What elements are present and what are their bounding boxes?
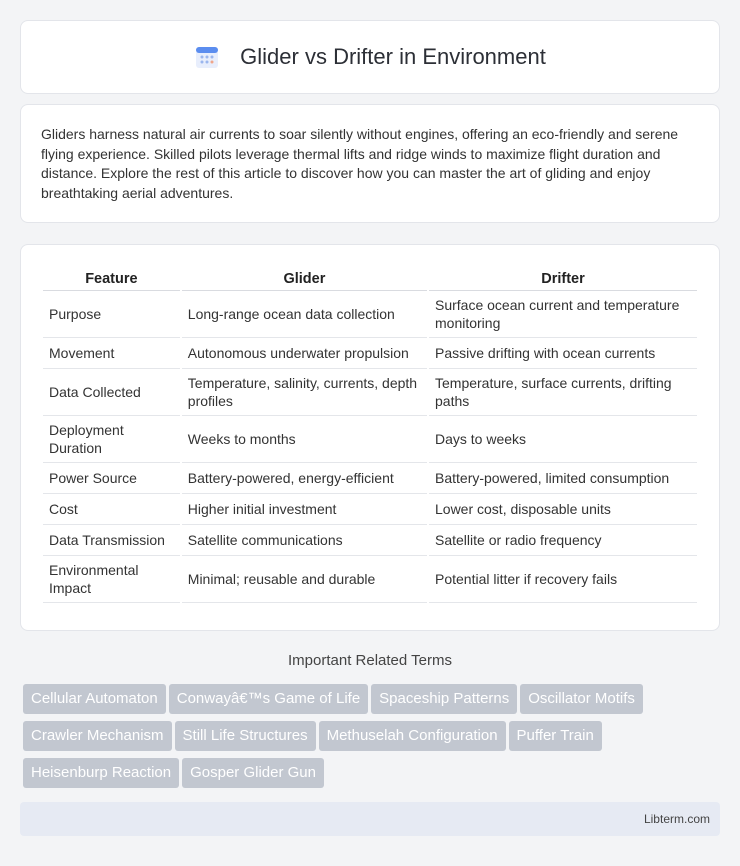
page-title: Glider vs Drifter in Environment xyxy=(240,44,546,69)
calendar-icon xyxy=(194,44,220,70)
cell-glider: Battery-powered, energy-efficient xyxy=(182,463,427,494)
cell-feature: Power Source xyxy=(43,463,180,494)
header-glider: Glider xyxy=(182,265,427,291)
related-term-tag[interactable]: Cellular Automaton xyxy=(23,684,166,714)
cell-feature: Purpose xyxy=(43,291,180,338)
related-term-tag[interactable]: Gosper Glider Gun xyxy=(182,758,324,788)
cell-glider: Higher initial investment xyxy=(182,494,427,525)
cell-drifter: Temperature, surface currents, drifting paths xyxy=(429,369,697,416)
header-card xyxy=(20,20,720,94)
footer-link[interactable]: Libterm.com xyxy=(643,812,710,826)
cell-glider: Weeks to months xyxy=(182,416,427,463)
related-term-tag[interactable]: Methuselah Configuration xyxy=(319,721,506,751)
related-terms-title: Important Related Terms xyxy=(288,652,452,669)
related-terms-list xyxy=(23,684,723,795)
intro-card xyxy=(20,104,720,223)
cell-feature: Movement xyxy=(43,338,180,369)
related-term-tag[interactable]: Puffer Train xyxy=(509,721,602,751)
header-feature: Feature xyxy=(43,265,180,291)
related-term-tag[interactable]: Still Life Structures xyxy=(175,721,316,751)
related-term-tag[interactable]: Oscillator Motifs xyxy=(520,684,643,714)
table-row xyxy=(43,556,697,603)
cell-glider: Minimal; reusable and durable xyxy=(182,556,427,603)
table-row xyxy=(43,494,697,525)
header-drifter: Drifter xyxy=(429,265,697,291)
related-term-tag[interactable]: Conwayâ€™s Game of Life xyxy=(169,684,368,714)
cell-drifter: Lower cost, disposable units xyxy=(429,494,697,525)
cell-feature: Deployment Duration xyxy=(43,416,180,463)
cell-glider: Long-range ocean data collection xyxy=(182,291,427,338)
cell-drifter: Surface ocean current and temperature monitoring xyxy=(429,291,697,338)
table-row xyxy=(43,338,697,369)
cell-glider: Satellite communications xyxy=(182,525,427,556)
cell-glider: Autonomous underwater propulsion xyxy=(182,338,427,369)
cell-feature: Cost xyxy=(43,494,180,525)
related-term-tag[interactable]: Crawler Mechanism xyxy=(23,721,172,751)
cell-drifter: Passive drifting with ocean currents xyxy=(429,338,697,369)
comparison-table xyxy=(41,265,699,603)
cell-feature: Data Collected xyxy=(43,369,180,416)
cell-glider: Temperature, salinity, currents, depth profiles xyxy=(182,369,427,416)
cell-drifter: Days to weeks xyxy=(429,416,697,463)
table-row xyxy=(43,525,697,556)
cell-drifter: Battery-powered, limited consumption xyxy=(429,463,697,494)
cell-drifter: Satellite or radio frequency xyxy=(429,525,697,556)
table-row xyxy=(43,416,697,463)
cell-feature: Environmental Impact xyxy=(43,556,180,603)
table-header-row xyxy=(43,265,697,291)
comparison-card xyxy=(20,244,720,631)
footer xyxy=(20,802,720,836)
table-row xyxy=(43,369,697,416)
table-row xyxy=(43,291,697,338)
table-row xyxy=(43,463,697,494)
related-term-tag[interactable]: Heisenburp Reaction xyxy=(23,758,179,788)
cell-drifter: Potential litter if recovery fails xyxy=(429,556,697,603)
cell-feature: Data Transmission xyxy=(43,525,180,556)
intro-text: Gliders harness natural air currents to soar silently without engines, offering an eco-friendly and serene flying experience. Skilled pilots leverage thermal lifts and ridge winds to maximize flight duration and distance. Explore the rest of this article to discover how you can master the art of gliding and enjoy breathtaking aerial adventures. xyxy=(41,126,679,201)
related-term-tag[interactable]: Spaceship Patterns xyxy=(371,684,517,714)
